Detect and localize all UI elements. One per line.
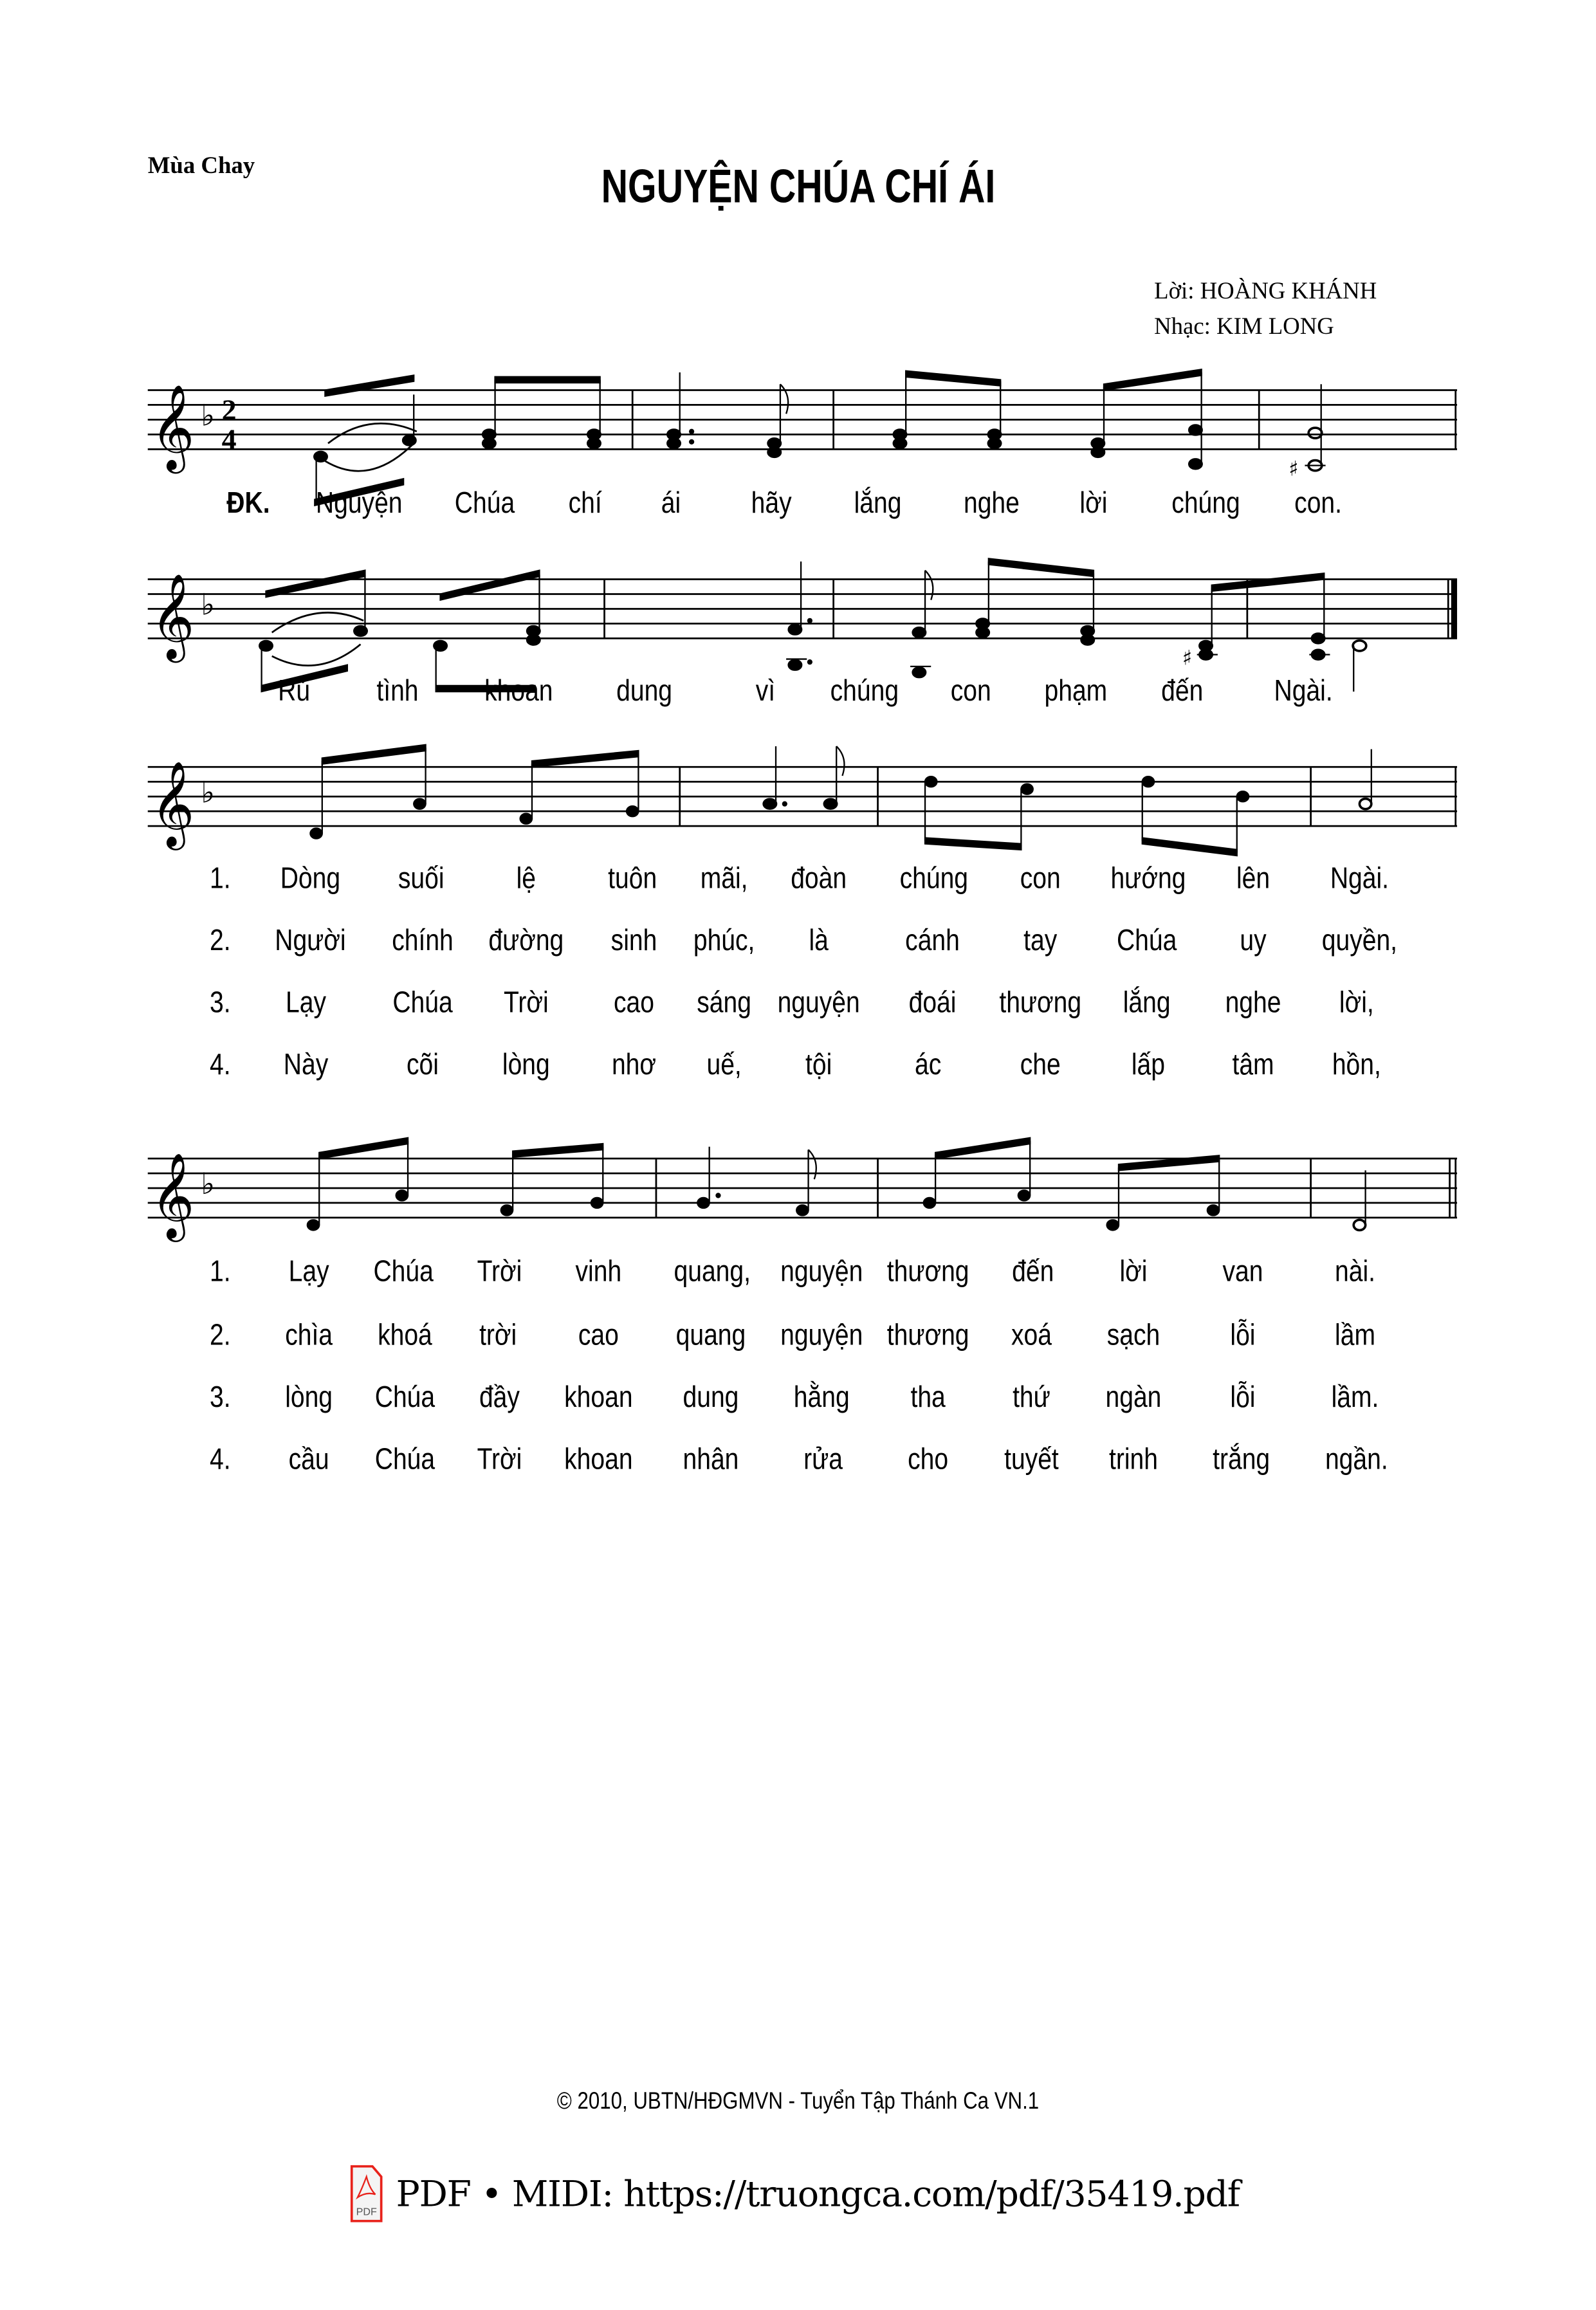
lyric-syllable: con [1020,863,1061,896]
music-notation [148,562,1457,680]
lyric-syllable: trắng [1213,1444,1270,1476]
music-notation [148,749,1457,868]
verse-number: 1. [209,863,231,896]
lyric-syllable: lỗi [1230,1319,1256,1352]
svg-text:♭: ♭ [201,775,216,810]
lyric-syllable: nhơ [611,1049,657,1082]
lyric-syllable: cõi [407,1049,439,1082]
lyric-syllable: lầm. [1331,1381,1379,1415]
lyric-syllable: vì [755,675,776,708]
lyric-syllable: nhân [683,1444,739,1476]
lyric-syllable: cao [578,1319,619,1352]
verse-number: 4. [209,1444,231,1476]
lyric-syllable: Chúa [392,987,453,1020]
lyric-syllable: xoá [1011,1319,1052,1352]
lyric-syllable: hướng [1110,863,1186,896]
lyric-syllable: ngàn [1105,1381,1162,1415]
lyric-syllable: tội [805,1049,832,1082]
lyric-syllable: uy [1240,925,1267,958]
lyric-syllable: thương [886,1256,969,1289]
treble-clef-icon: 𝄞 [151,1152,195,1239]
lyric-syllable: tha [910,1381,946,1415]
lyric-syllable: dung [616,675,673,708]
svg-text:2: 2 [221,393,237,426]
lyric-syllable: cho [908,1444,949,1476]
lyric-syllable: vinh [575,1256,622,1289]
lyric-syllable: van [1222,1256,1263,1289]
lyric-syllable: phúc, [693,925,755,958]
lyric-syllable: lời [1079,488,1108,520]
lyric-syllable: con [950,675,991,708]
lyric-syllable: Rủ [278,675,311,708]
staff-refrain-2 [148,562,1457,670]
lyric-syllable: nghe [1225,987,1281,1020]
lyric-syllable: sạch [1106,1319,1160,1352]
lyric-syllable: tay [1023,925,1058,958]
lyric-syllable: Chúa [373,1256,434,1289]
refrain-label: ĐK. [226,488,270,520]
lyric-syllable: thương [999,987,1082,1020]
lyric-syllable: lấp [1131,1049,1165,1082]
lyric-syllable: đầy [479,1381,520,1415]
lyric-syllable: khoá [378,1319,432,1352]
lyric-syllable: con. [1294,488,1343,520]
svg-text:♯: ♯ [1182,645,1193,670]
lyric-syllable: Chúa [374,1381,436,1415]
lyric-syllable: rửa [803,1444,843,1476]
lyric-syllable: khoan [564,1444,633,1476]
lyric-syllable: Lạy [288,1256,329,1289]
lyric-row-verse-3 [0,987,1596,1026]
lyric-syllable: khoan [484,675,553,708]
lyric-syllable: Lạy [286,987,327,1020]
lyric-syllable: Này [283,1049,329,1082]
lyric-syllable: thứ [1013,1381,1050,1415]
treble-clef-icon: 𝄞 [151,760,195,847]
lyric-syllable: mãi, [700,863,748,896]
lyric-syllable: quang [675,1319,746,1352]
copyright-notice: © 2010, UBTN/HĐGMVN - Tuyển Tập Thánh Ca VN.1 [556,2089,1040,2115]
pdf-file-icon[interactable] [349,2165,384,2224]
pdf-midi-link[interactable] [349,2161,1240,2229]
lyric-syllable: Trời [477,1444,522,1476]
verse-number: 2. [209,925,231,958]
lyric-syllable: Người [275,925,346,958]
lyric-syllable: Chúa [454,488,515,520]
lyric-syllable: lên [1236,863,1270,896]
lyric-syllable: lắng [1123,987,1171,1020]
lyric-syllable: nguyện [780,1256,863,1289]
lyric-syllable: đến [1161,675,1204,708]
lyric-syllable: lắng [854,488,902,520]
lyric-syllable: quyền, [1321,925,1398,958]
lyric-syllable: lầm [1335,1319,1376,1352]
lyric-syllable: Dòng [280,863,341,896]
svg-text:♭: ♭ [201,398,216,433]
lyric-syllable: thương [886,1319,969,1352]
svg-text:4: 4 [221,423,237,456]
lyric-syllable: đoái [908,987,957,1020]
lyricist: Lời: HOÀNG KHÁNH [1154,279,1377,305]
lyric-syllable: lời, [1339,987,1374,1020]
lyric-syllable: lòng [285,1381,333,1415]
lyric-syllable: chính [392,925,454,958]
lyric-syllable: phạm [1044,675,1108,708]
verse-number: 4. [209,1049,231,1082]
lyric-syllable: lỗi [1230,1381,1256,1415]
treble-clef-icon: 𝄞 [151,573,195,659]
lyric-syllable: tuyết [1004,1444,1059,1476]
lyric-syllable: hằng [793,1381,850,1415]
lyric-syllable: lòng [502,1049,550,1082]
lyric-syllable: hồn, [1332,1049,1381,1082]
lyric-syllable: cầu [288,1444,329,1476]
lyric-syllable: dung [683,1381,739,1415]
svg-text:♯: ♯ [1289,456,1299,481]
verse-number: 3. [209,1381,231,1415]
lyric-row-refrain-2 [0,675,1596,714]
lyric-syllable: tình [376,675,419,708]
lyric-row-verse-2 [0,925,1596,964]
svg-text:♭: ♭ [201,587,216,622]
lyric-syllable: Ngài. [1274,675,1333,708]
lyric-syllable: lệ [516,863,537,896]
lyric-syllable: ái [661,488,681,520]
treble-clef-icon: 𝄞 [151,383,195,470]
lyric-row-verse-1 [0,1256,1596,1295]
lyric-syllable: sáng [697,987,751,1020]
verse-number: 2. [209,1319,231,1352]
lyric-syllable: Trời [503,987,549,1020]
season-label: Mùa Chay [147,153,255,179]
music-notation [148,372,1457,491]
lyric-syllable: nguyện [780,1319,863,1352]
lyric-syllable: chúng [830,675,899,708]
lyric-syllable: chúng [899,863,969,896]
lyric-syllable: cánh [905,925,960,958]
lyric-syllable: chìa [285,1319,333,1352]
lyric-syllable: là [809,925,829,958]
composer: Nhạc: KIM LONG [1154,315,1334,340]
lyric-syllable: nài. [1335,1256,1376,1289]
lyric-syllable: uế, [706,1049,742,1082]
staff-verse-2 [148,1141,1457,1239]
lyric-syllable: chí [568,488,602,520]
lyric-syllable: Chúa [1116,925,1177,958]
lyric-syllable: Ngài. [1330,863,1390,896]
lyric-syllable: tâm [1232,1049,1274,1082]
lyric-syllable: trinh [1108,1444,1158,1476]
lyric-syllable: nghe [963,488,1020,520]
lyric-syllable: trời [479,1319,517,1352]
lyric-syllable: nguyện [777,987,860,1020]
lyric-syllable: hãy [751,488,792,520]
lyric-syllable: quang, [674,1256,751,1289]
lyric-row-verse-3 [0,1382,1596,1420]
lyric-row-verse-2 [0,1319,1596,1358]
verse-number: 1. [209,1256,231,1289]
download-url-link[interactable]: PDF • MIDI: https://truongca.com/pdf/35419.pdf [396,2174,1240,2215]
lyric-syllable: tuôn [608,863,657,896]
lyric-syllable: ác [915,1049,942,1082]
music-notation [148,1141,1457,1259]
credits [1154,275,1377,345]
lyric-syllable: cao [614,987,654,1020]
lyric-syllable: lời [1119,1256,1148,1289]
lyric-row-verse-4 [0,1444,1596,1482]
lyric-syllable: đoàn [791,863,847,896]
svg-text:♭: ♭ [201,1166,216,1202]
lyric-row-refrain-1 [0,488,1596,526]
verse-number: 3. [209,987,231,1020]
staff-verse-1 [148,749,1457,847]
lyric-syllable: chúng [1171,488,1240,520]
lyric-syllable: ngần. [1325,1444,1388,1476]
lyric-syllable: che [1020,1049,1061,1082]
lyric-syllable: Nguyện [315,488,403,520]
lyric-row-verse-4 [0,1049,1596,1088]
lyric-syllable: sinh [610,925,657,958]
lyric-row-verse-1 [0,863,1596,902]
staff-refrain-1 [148,372,1457,481]
svg-text:PDF: PDF [356,2206,377,2218]
lyric-syllable: đường [488,925,564,958]
lyric-syllable: đến [1012,1256,1054,1289]
lyric-syllable: khoan [564,1381,633,1415]
song-title: NGUYỆN CHÚA CHÍ ÁI [601,160,996,213]
lyric-syllable: suối [398,863,445,896]
lyric-syllable: Trời [477,1256,522,1289]
lyric-syllable: Chúa [374,1444,436,1476]
